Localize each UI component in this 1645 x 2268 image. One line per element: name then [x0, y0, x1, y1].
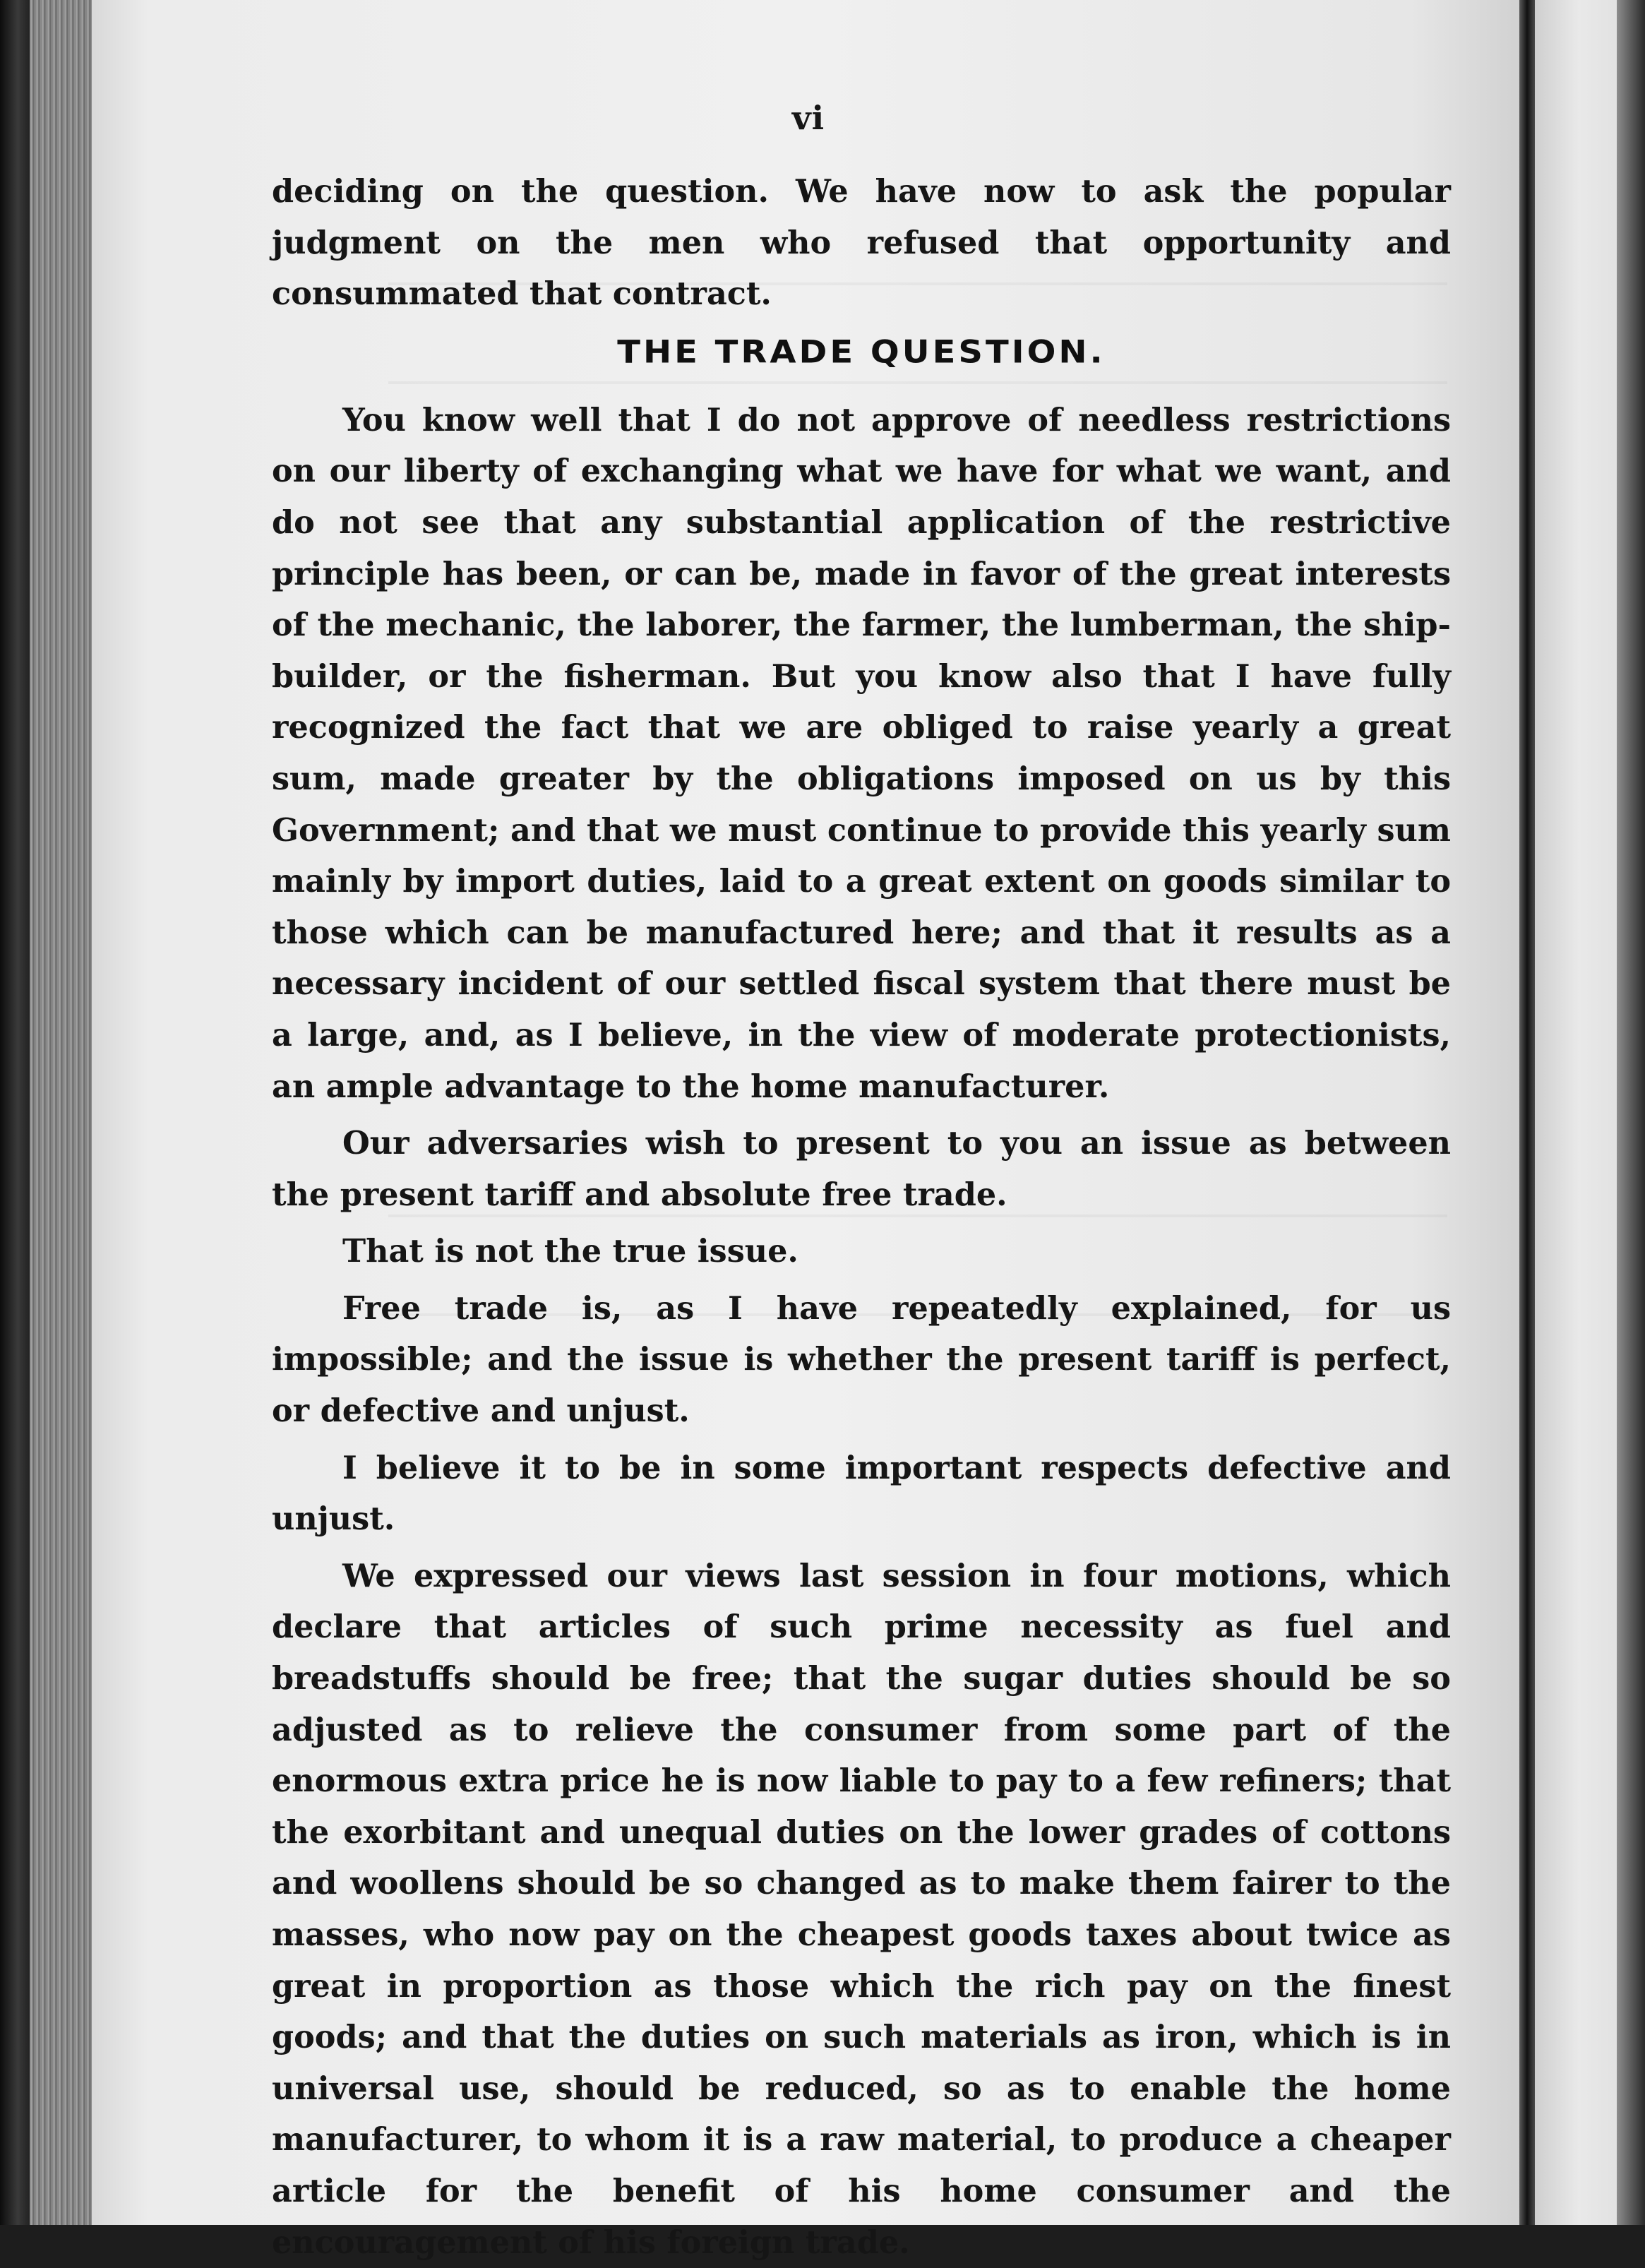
section-heading: THE TRADE QUESTION. — [617, 334, 1106, 371]
left-binding — [0, 0, 30, 2225]
right-gutter — [1519, 0, 1535, 2225]
body-paragraph: Free trade is, as I have repeatedly explained, for us impossible; and the issue is whether the present tariff is perfect, or defective and unjust. — [272, 1289, 1451, 1430]
body-paragraph: I believe it to be in some important respects defective and unjust. — [272, 1449, 1451, 1538]
body-paragraph: You know well that I do not approve of needless restrictions on our liberty of exchanging what we have for what we want, and do not see that any substantial application of the restrictive principle has been, or can be, made in favor of the great interests of the mechanic, the laborer, the farmer, the lumberman, the ship-builder, or the fisherman. But you know also that I have fully recognized the fact that we are obliged to raise yearly a great sum, made greater by the obligations imposed on us by this Government; and that we must continue to provide this yearly sum mainly by import duties, laid to a great extent on goods similar to those which can be manufactured here; and that it results as a necessary incident of our settled fiscal system that there must be a large, and, as I believe, in the view of moderate protectionists, an ample advantage to the home manufacturer. — [272, 401, 1451, 1105]
opening-paragraph: deciding on the question. We have now to ask the popular judgment on the men who refused that opportunity and consummated that contract. — [272, 173, 1451, 313]
page-body — [272, 166, 1451, 2268]
page-edges — [30, 0, 100, 2225]
right-binding — [1617, 0, 1645, 2225]
book-page — [92, 0, 1525, 2261]
body-paragraph: That is not the true issue. — [342, 1233, 798, 1270]
body-paragraph: Our adversaries wish to present to you an issue as between the present tariff and absolute free trade. — [272, 1125, 1451, 1213]
page-number: vi — [791, 99, 825, 137]
body-paragraph: We expressed our views last session in four motions, which declare that articles of such prime necessity as fuel and breadstuffs should be free; that the sugar duties should be so adjusted as to relieve the consumer from some part of the enormous extra price he is now liable to pay to a few refiners; that the exorbitant and unequal duties on the lower grades of cottons and woollens should be so changed as to make them fairer to the masses, who now pay on the cheapest goods taxes about twice as great in proportion as those which the rich pay on the finest goods; and that the duties on such materials as iron, which is in universal use, should be reduced, so as to enable the home manufacturer, to whom it is a raw material, to produce a cheaper article for the benefit of his home consumer and the encouragement of his foreign trade. — [272, 1557, 1451, 2261]
